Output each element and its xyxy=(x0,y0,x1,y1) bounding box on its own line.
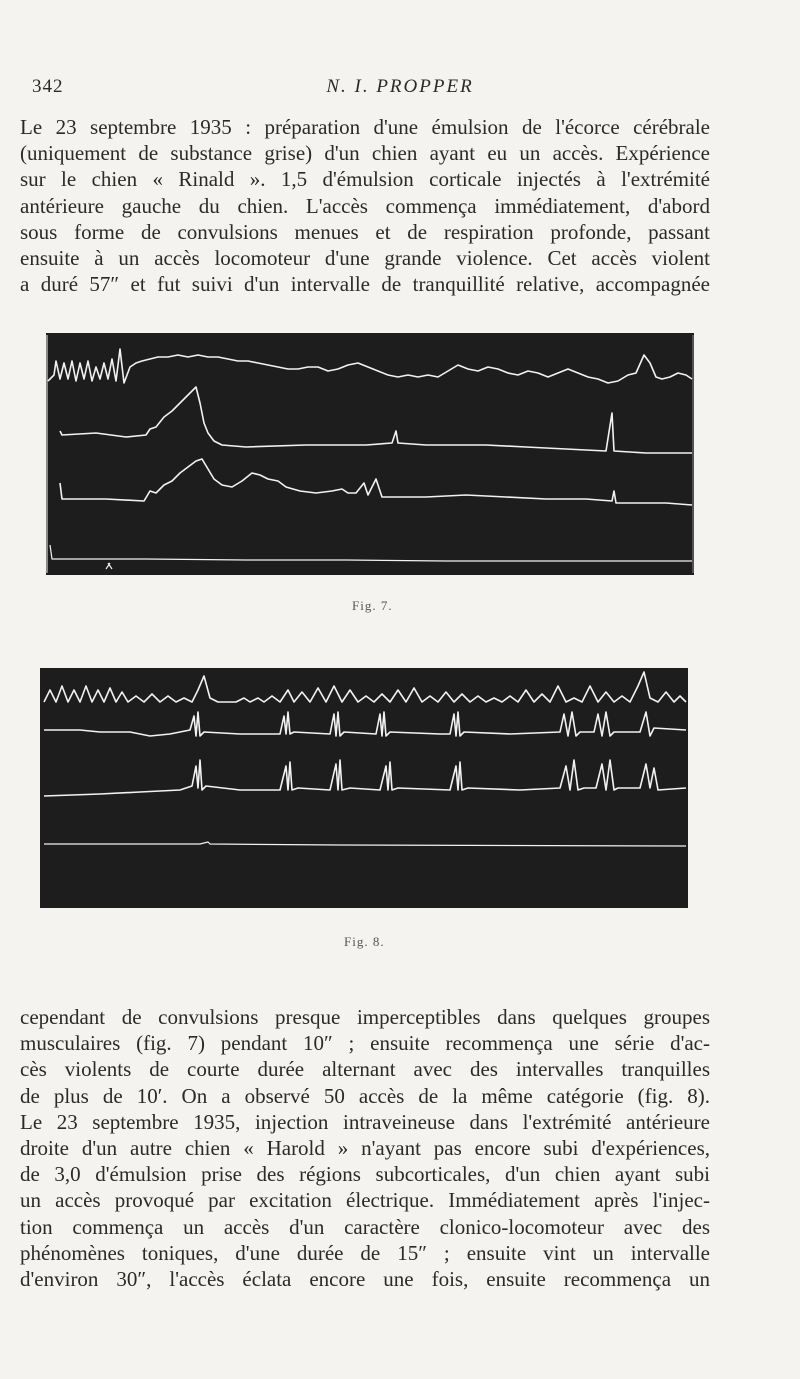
text-line: de plus de 10′. On a observé 50 accès de la même catégorie (fig. 8). xyxy=(20,1083,710,1108)
text-line: Le 23 septembre 1935 : préparation d'une émulsion de l'écorce cérébrale xyxy=(20,115,710,139)
paragraph-bottom xyxy=(20,1004,710,1292)
text-line: antérieure gauche du chien. L'accès commença immédiatement, d'abord xyxy=(20,193,710,218)
signal-trace xyxy=(50,545,692,561)
muscle-trace-1 xyxy=(60,387,692,453)
text-line: sous forme de convulsions menues et de respiration profonde, passant xyxy=(20,219,710,244)
respiration-trace xyxy=(48,349,692,383)
text-line: un accès provoqué par excitation électrique. Immédiatement après l'injec- xyxy=(20,1188,710,1213)
text-line: Le 23 septembre 1935, injection intraveineuse dans l'extrémité antérieure xyxy=(20,1109,710,1134)
muscle-trace-1 xyxy=(44,712,686,736)
text-line: (uniquement de substance grise) d'un chien ayant eu un accès. Expérience xyxy=(20,141,710,166)
text-line: musculaires (fig. 7) pendant 10″ ; ensuite recommença une série d'ac- xyxy=(20,1031,710,1056)
figure-7-recording xyxy=(46,333,694,575)
text-line: de 3,0 d'émulsion prise des régions subcorticales, d'un chien ayant subi xyxy=(20,1162,710,1187)
text-line: ensuite à un accès locomoteur d'une grande violence. Cet accès violent xyxy=(20,246,710,271)
text-line: phénomènes toniques, d'une durée de 15″ ; ensuite vint un intervalle xyxy=(20,1240,710,1265)
text-line: cependant de convulsions presque imperceptibles dans quelques groupes xyxy=(20,1005,710,1029)
muscle-trace-2 xyxy=(44,760,686,796)
paragraph-top xyxy=(20,114,710,297)
text-line: sur le chien « Rinald ». 1,5 d'émulsion corticale injectés à l'extrémité xyxy=(20,167,710,192)
figure-8-recording xyxy=(40,668,688,908)
respiration-trace xyxy=(44,672,686,702)
muscle-trace-2 xyxy=(60,459,692,505)
time-marker xyxy=(106,563,112,569)
text-line: droite d'un autre chien « Harold » n'ayant pas encore subi d'expériences, xyxy=(20,1136,710,1161)
page-number: 342 xyxy=(32,76,64,97)
running-author: N. I. PROPPER xyxy=(326,76,474,97)
figure-8-caption: Fig. 8. xyxy=(344,934,385,949)
figure-8-traces xyxy=(40,668,688,908)
figure-7-traces xyxy=(46,333,694,575)
figure-7-caption: Fig. 7. xyxy=(352,598,393,613)
running-header xyxy=(30,76,770,102)
text-line: d'environ 30″, l'accès éclata encore une fois, ensuite recommença un xyxy=(20,1267,710,1292)
text-line: cès violents de courte durée alternant avec des intervalles tranquilles xyxy=(20,1057,710,1082)
signal-trace xyxy=(44,842,686,846)
text-line: a duré 57″ et fut suivi d'un intervalle de tranquillité relative, accompagnée xyxy=(20,272,710,297)
text-line: tion commença un accès d'un caractère clonico-locomoteur avec des xyxy=(20,1214,710,1239)
